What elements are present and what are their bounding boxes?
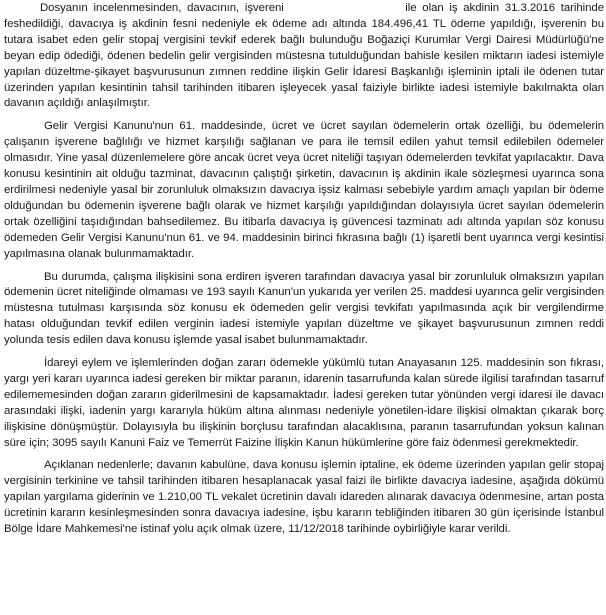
- paragraph-verdict: Açıklanan nedenlerle; davanın kabulüne, dava konusu işlemin iptaline, ek ödeme üzerinden yapılan gelir stopaj vergisinin terkinine ve tahsil tarihinden itibaren hesaplanacak yasal faizi ile birlikte davacıya iadesine, aşağıda dökümü yapılan yargılama giderinin ve 1.210,00 TL vekalet ücretinin davalı idareden alınarak davacıya ödenmesine, artan posta ücretinin kararın kesinleşmesinden sonra davacıya iadesine, işbu kararın tebliğinden itibaren 30 gün içerisinde İstanbul Bölge İdare Mahkemesi'ne istinaf yolu açık olmak üzere, 11/12/2018 tarihinde oybirliğiyle karar verildi.: [4, 459, 604, 536]
- paragraph-case-summary-rest: ile olan iş akdinin 31.3.2016 tarihinde feshedildiği, davacıya iş akdinin fesni nedeniyle ek ödeme adı altında 184.496,41 TL ödeme yapıldığı, işverenin bu tutara isabet eden gelir stopaj vergisini tevkif ederek bağlı bulunduğu Boğaziçi Kurumlar Vergi Dairesi Müdürlüğü'ne beyan edip ödediği, ödenen bedelin gelir vergisinden müstesna tutulduğundan bahisle kesilen miktarın iadesi istemiyle yapılan düzeltme-şikayet başvurusunun zımnen reddine ilişkin Gelir İdaresi Başkanlığı işleminin iptali ile ödenen tutar üzerinden yapılan kesintinin tahsil tarihinden itibaren işleyecek yasal faiziyle birlikte iadesi istemiyle bakılmakta olan davanın açıldığı anlaşılmıştır.: [4, 2, 605, 110]
- paragraph-legal-basis: Gelir Vergisi Kanunu'nun 61. maddesinde, ücret ve ücret sayılan ödemelerin ortak özelliği, bu ödemelerin çalışanın işverene bağlılığı ve hizmet karşılığı sağlanan ve para ile temsil edilen yahut temsil edilebilen ödemeler olmasıdır. Yine yasal düzenlemelere göre ancak ücret veya ücret niteliği taşıyan ödemelerden tevkifat yapılacaktır. Dava konusu kesintinin ait olduğu tazminat, davacının çalıştığı şirketin, davacının iş akdinin ikale sözleşmesi uyarınca sona erdirilmesi nedeniyle yasal bir zorunluluk olmaksızın davacıya işsiz kalması sebebiyle yardım amaçlı yapılan bir ödeme olduğundan bu ödemenin işverene bağlı olarak ve hizmet karşılığı yapıldığından dolayısıyla ücret sayılan ödemelerin ortak özelliğini taşıdığından bahsedilemez. Bu itibarla davacıya iş güvencesi tazminatı adı altında yapılan söz konusu ödemeden Gelir Vergisi Kanunu'nun 61. ve 94. maddesinin birinci fıkrasına bağlı (1) işaretli bent uyarınca vergi kesintisi yapılmasına olanak bulunmamaktadır.: [4, 120, 604, 260]
- paragraph-case-summary: [4, 1, 604, 112]
- court-decision-text: [4, 1, 604, 538]
- paragraph-interest: İdareyi eylem ve işlemlerinden doğan zararı ödemekle yükümlü tutan Anayasanın 125. maddesinin son fıkrası, yargı yeri kararı uyarınca iadesi gereken bir miktar paranın, idarenin tasarrufunda kalan sürede ilgilisi tarafından tasarruf edilememesinden doğan zararın giderilmesini de kapsamaktadır. İadesi gereken tutar yönünden vergi idaresi ile davacı arasındaki ilişki, iadenin yargı kararıyla hüküm altına alınması nedeniyle yönetilen-idare ilişkisi olmaktan çıkarak borç ilişkisine dönüşmüştür. Dolayısıyla bu ilişkinin borçlusu tarafından alacaklısına, paranın tasarrufundan yoksun kalınan süre için; 3095 sayılı Kanuni Faiz ve Temerrüt Faizine İlişkin Kanun hükümlerine göre faiz ödenmesi gerekmektedir.: [4, 357, 604, 449]
- paragraph-assessment: Bu durumda, çalışma ilişkisini sona erdiren işveren tarafından davacıya yasal bir zorunluluk olmaksızın yapılan ödemenin ücret niteliğinde olmaması ve 193 sayılı Kanun'un yukarıda yer verilen 25. maddesi uyarınca gelir vergisinden müstesna tutulması karşısında söz konusu ek ödemeden gelir vergisi tevkifatı yapılmasında açık bir vergilendirme hatası olduğundan tevkif edilen verginin iadesi istemiyle yapılan düzeltme ve şikayet başvurusunun zımnen reddi yolunda tesis edilen dava konusu işlemde yasal isabet bulunmamaktadır.: [4, 270, 604, 347]
- paragraph-case-summary-start: Dosyanın incelenmesinden, davacının, işvereni: [40, 2, 284, 14]
